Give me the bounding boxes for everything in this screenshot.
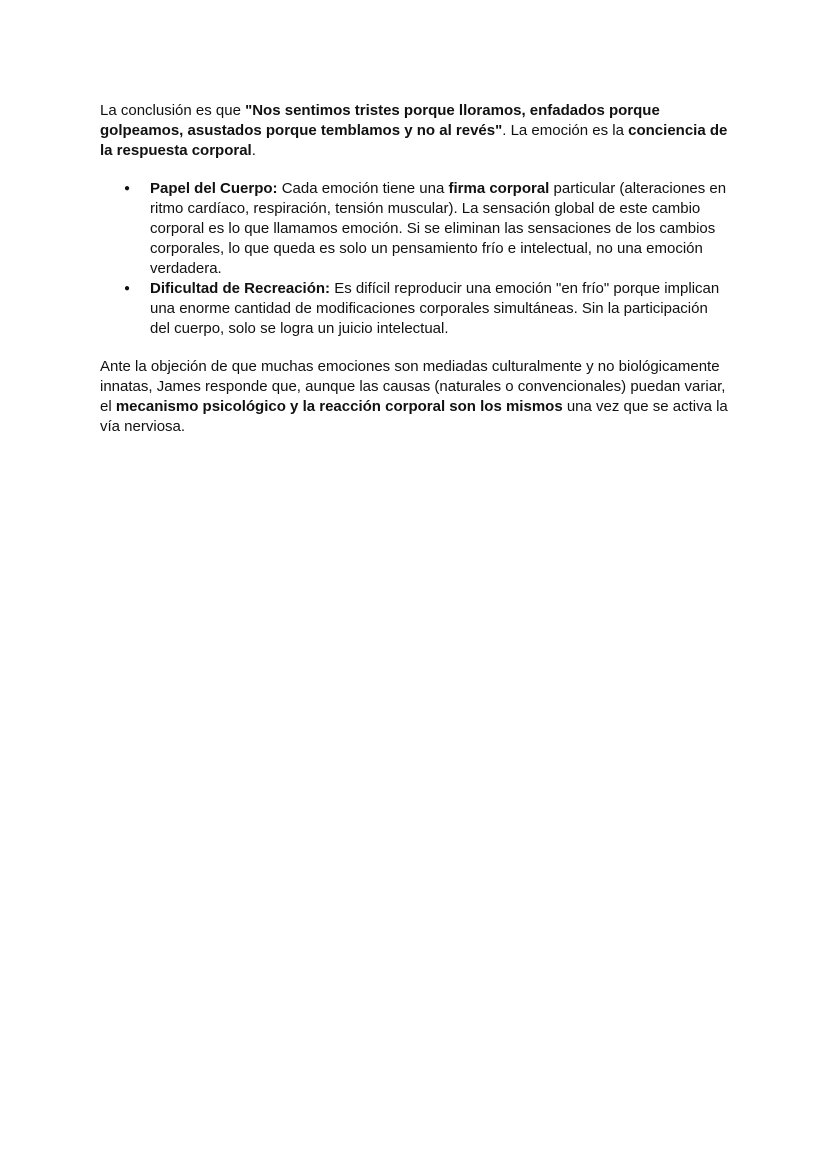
bullet-item-papel-del-cuerpo: ● Papel del Cuerpo: Cada emoción tiene una firma corporal particular (alteraciones en ritmo cardíaco, respiración, tensión muscular). La sensación global de este cambio corporal es lo que llamamos emoción. Si se eliminan las sensaciones de los cambios corporales, lo que queda es solo un pensamiento frío e intelectual, no una emoción verdadera. — [100, 179, 728, 279]
bullet-item-dificultad-de-recreacion: ● Dificultad de Recreación: Es difícil reproducir una emoción "en frío" porque implican una enorme cantidad de modificaciones corporales simultáneas. Sin la participación del cuerpo, solo se logra un juicio intelectual. — [100, 279, 728, 339]
intro-paragraph: La conclusión es que "Nos sentimos tristes porque lloramos, enfadados porque golpeamos, asustados porque temblamos y no al revés". La emoción es la conciencia de la respuesta corporal. — [100, 102, 728, 159]
document-content — [100, 101, 728, 437]
closing-paragraph: Ante la objeción de que muchas emociones son mediadas culturalmente y no biológicamente innatas, James responde que, aunque las causas (naturales o convencionales) puedan variar, el mecanismo psicológico y la reacción corporal son los mismos una vez que se activa la vía nerviosa. — [100, 358, 728, 435]
bullet-list — [100, 179, 728, 339]
